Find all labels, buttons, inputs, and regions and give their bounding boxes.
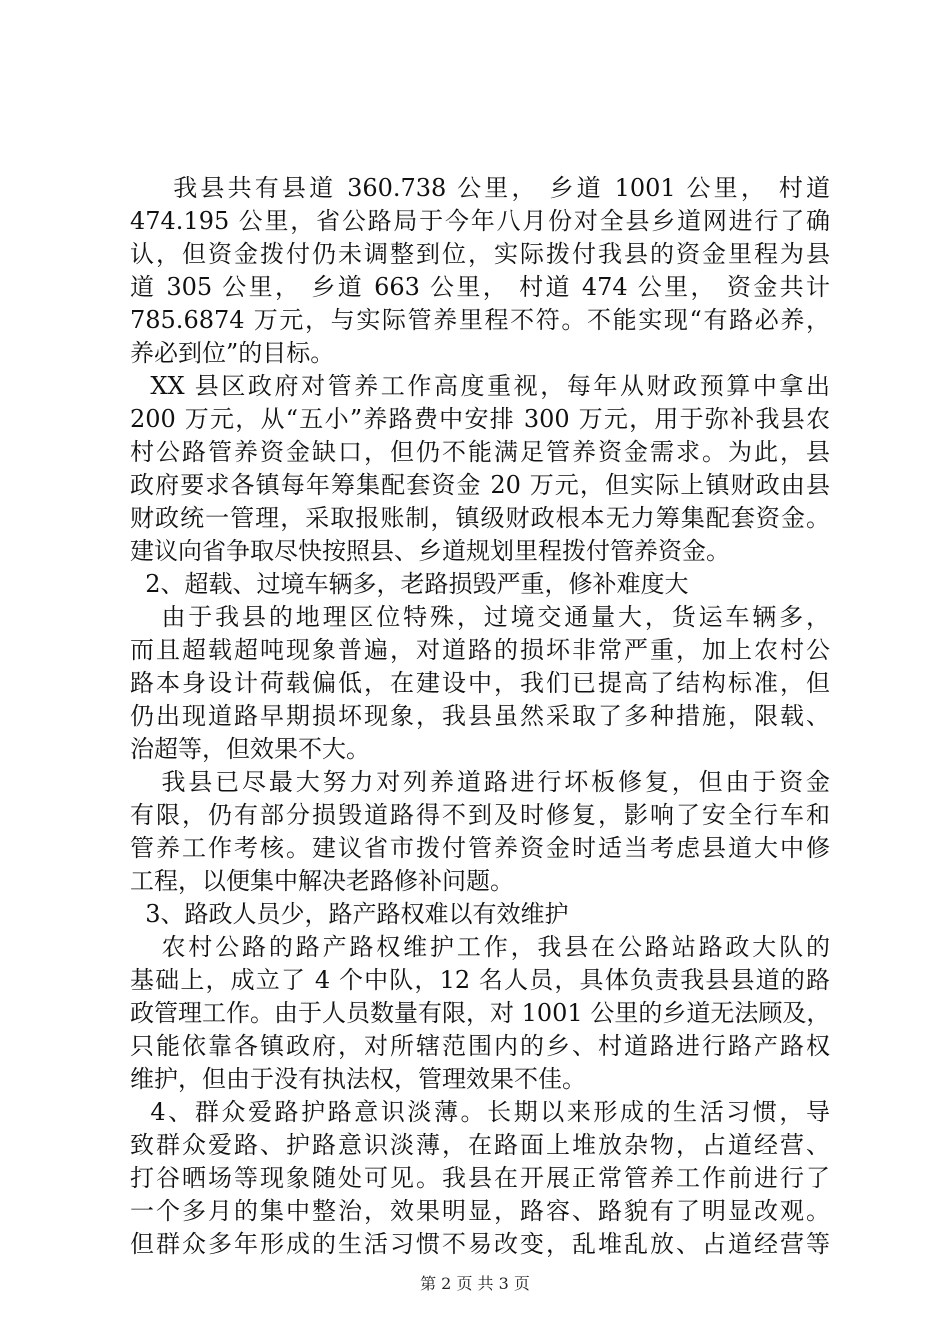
paragraph-line: 路本身设计荷载偏低，在建设中，我们已提高了结构标准，但 bbox=[130, 669, 830, 697]
paragraph-line: 管养工作考核。建议省市拨付管养资金时适当考虑县道大中修 bbox=[130, 834, 830, 862]
paragraph-line: 有限，仍有部分损毁道路得不到及时修复，影响了安全行车和 bbox=[130, 801, 830, 829]
paragraph-line: 治超等，但效果不大。 bbox=[130, 735, 370, 763]
paragraph-line: 认，但资金拨付仍未调整到位，实际拨付我县的资金里程为县 bbox=[130, 240, 830, 268]
paragraph-line: 我县已尽最大努力对列养道路进行坏板修复，但由于资金 bbox=[130, 768, 830, 796]
page-footer: 第 2 页 共 3 页 bbox=[420, 1274, 530, 1293]
paragraph-line: 4、群众爱路护路意识淡薄。长期以来形成的生活习惯，导 bbox=[130, 1098, 830, 1126]
paragraph-line: 建议向省争取尽快按照县、乡道规划里程拨付管养资金。 bbox=[130, 537, 730, 565]
paragraph-line: 财政统一管理，采取报账制，镇级财政根本无力筹集配套资金。 bbox=[130, 504, 830, 532]
paragraph-line: 道 305 公里， 乡道 663 公里， 村道 474 公里， 资金共计 bbox=[130, 273, 830, 301]
paragraph-line: 200 万元，从“五小”养路费中安排 300 万元，用于弥补我县农 bbox=[130, 405, 830, 433]
paragraph-line: 政府要求各镇每年筹集配套资金 20 万元，但实际上镇财政由县 bbox=[130, 471, 830, 499]
paragraph-line: 只能依靠各镇政府，对所辖范围内的乡、村道路进行路产路权 bbox=[130, 1032, 830, 1060]
paragraph-line: XX 县区政府对管养工作高度重视，每年从财政预算中拿出 bbox=[130, 372, 830, 400]
paragraph-line: 基础上，成立了 4 个中队，12 名人员，具体负责我县县道的路 bbox=[130, 966, 830, 994]
paragraph-line: 养必到位”的目标。 bbox=[130, 339, 335, 367]
paragraph-line: 打谷晒场等现象随处可见。我县在开展正常管养工作前进行了 bbox=[130, 1164, 830, 1192]
paragraph-line: 工程，以便集中解决老路修补问题。 bbox=[130, 867, 514, 895]
paragraph-line: 政管理工作。由于人员数量有限，对 1001 公里的乡道无法顾及， bbox=[130, 999, 831, 1027]
paragraph-line: 农村公路的路产路权维护工作，我县在公路站路政大队的 bbox=[130, 933, 830, 961]
paragraph-line: 785.6874 万元，与实际管养里程不符。不能实现“有路必养， bbox=[130, 306, 830, 334]
paragraph-line: 一个多月的集中整治，效果明显，路容、路貌有了明显改观。 bbox=[130, 1197, 830, 1225]
paragraph-line: 村公路管养资金缺口，但仍不能满足管养资金需求。为此，县 bbox=[130, 438, 830, 466]
paragraph-line: 而且超载超吨现象普遍，对道路的损坏非常严重，加上农村公 bbox=[130, 636, 830, 664]
paragraph-line: 维护，但由于没有执法权，管理效果不佳。 bbox=[130, 1065, 586, 1093]
paragraph-line: 我县共有县道 360.738 公里， 乡道 1001 公里， 村道 bbox=[130, 174, 830, 202]
paragraph-line: 仍出现道路早期损坏现象，我县虽然采取了多种措施，限载、 bbox=[130, 702, 830, 730]
paragraph-line: 但群众多年形成的生活习惯不易改变，乱堆乱放、占道经营等 bbox=[130, 1230, 830, 1258]
paragraph-line: 由于我县的地理区位特殊，过境交通量大，货运车辆多， bbox=[130, 603, 830, 631]
section-heading-line: 3、路政人员少，路产路权难以有效维护 bbox=[130, 900, 569, 928]
paragraph-line: 致群众爱路、护路意识淡薄，在路面上堆放杂物，占道经营、 bbox=[130, 1131, 830, 1159]
paragraph-line: 474.195 公里，省公路局于今年八月份对全县乡道网进行了确 bbox=[130, 207, 830, 235]
section-heading-line: 2、超载、过境车辆多，老路损毁严重，修补难度大 bbox=[130, 570, 689, 598]
document-body bbox=[130, 172, 830, 1261]
